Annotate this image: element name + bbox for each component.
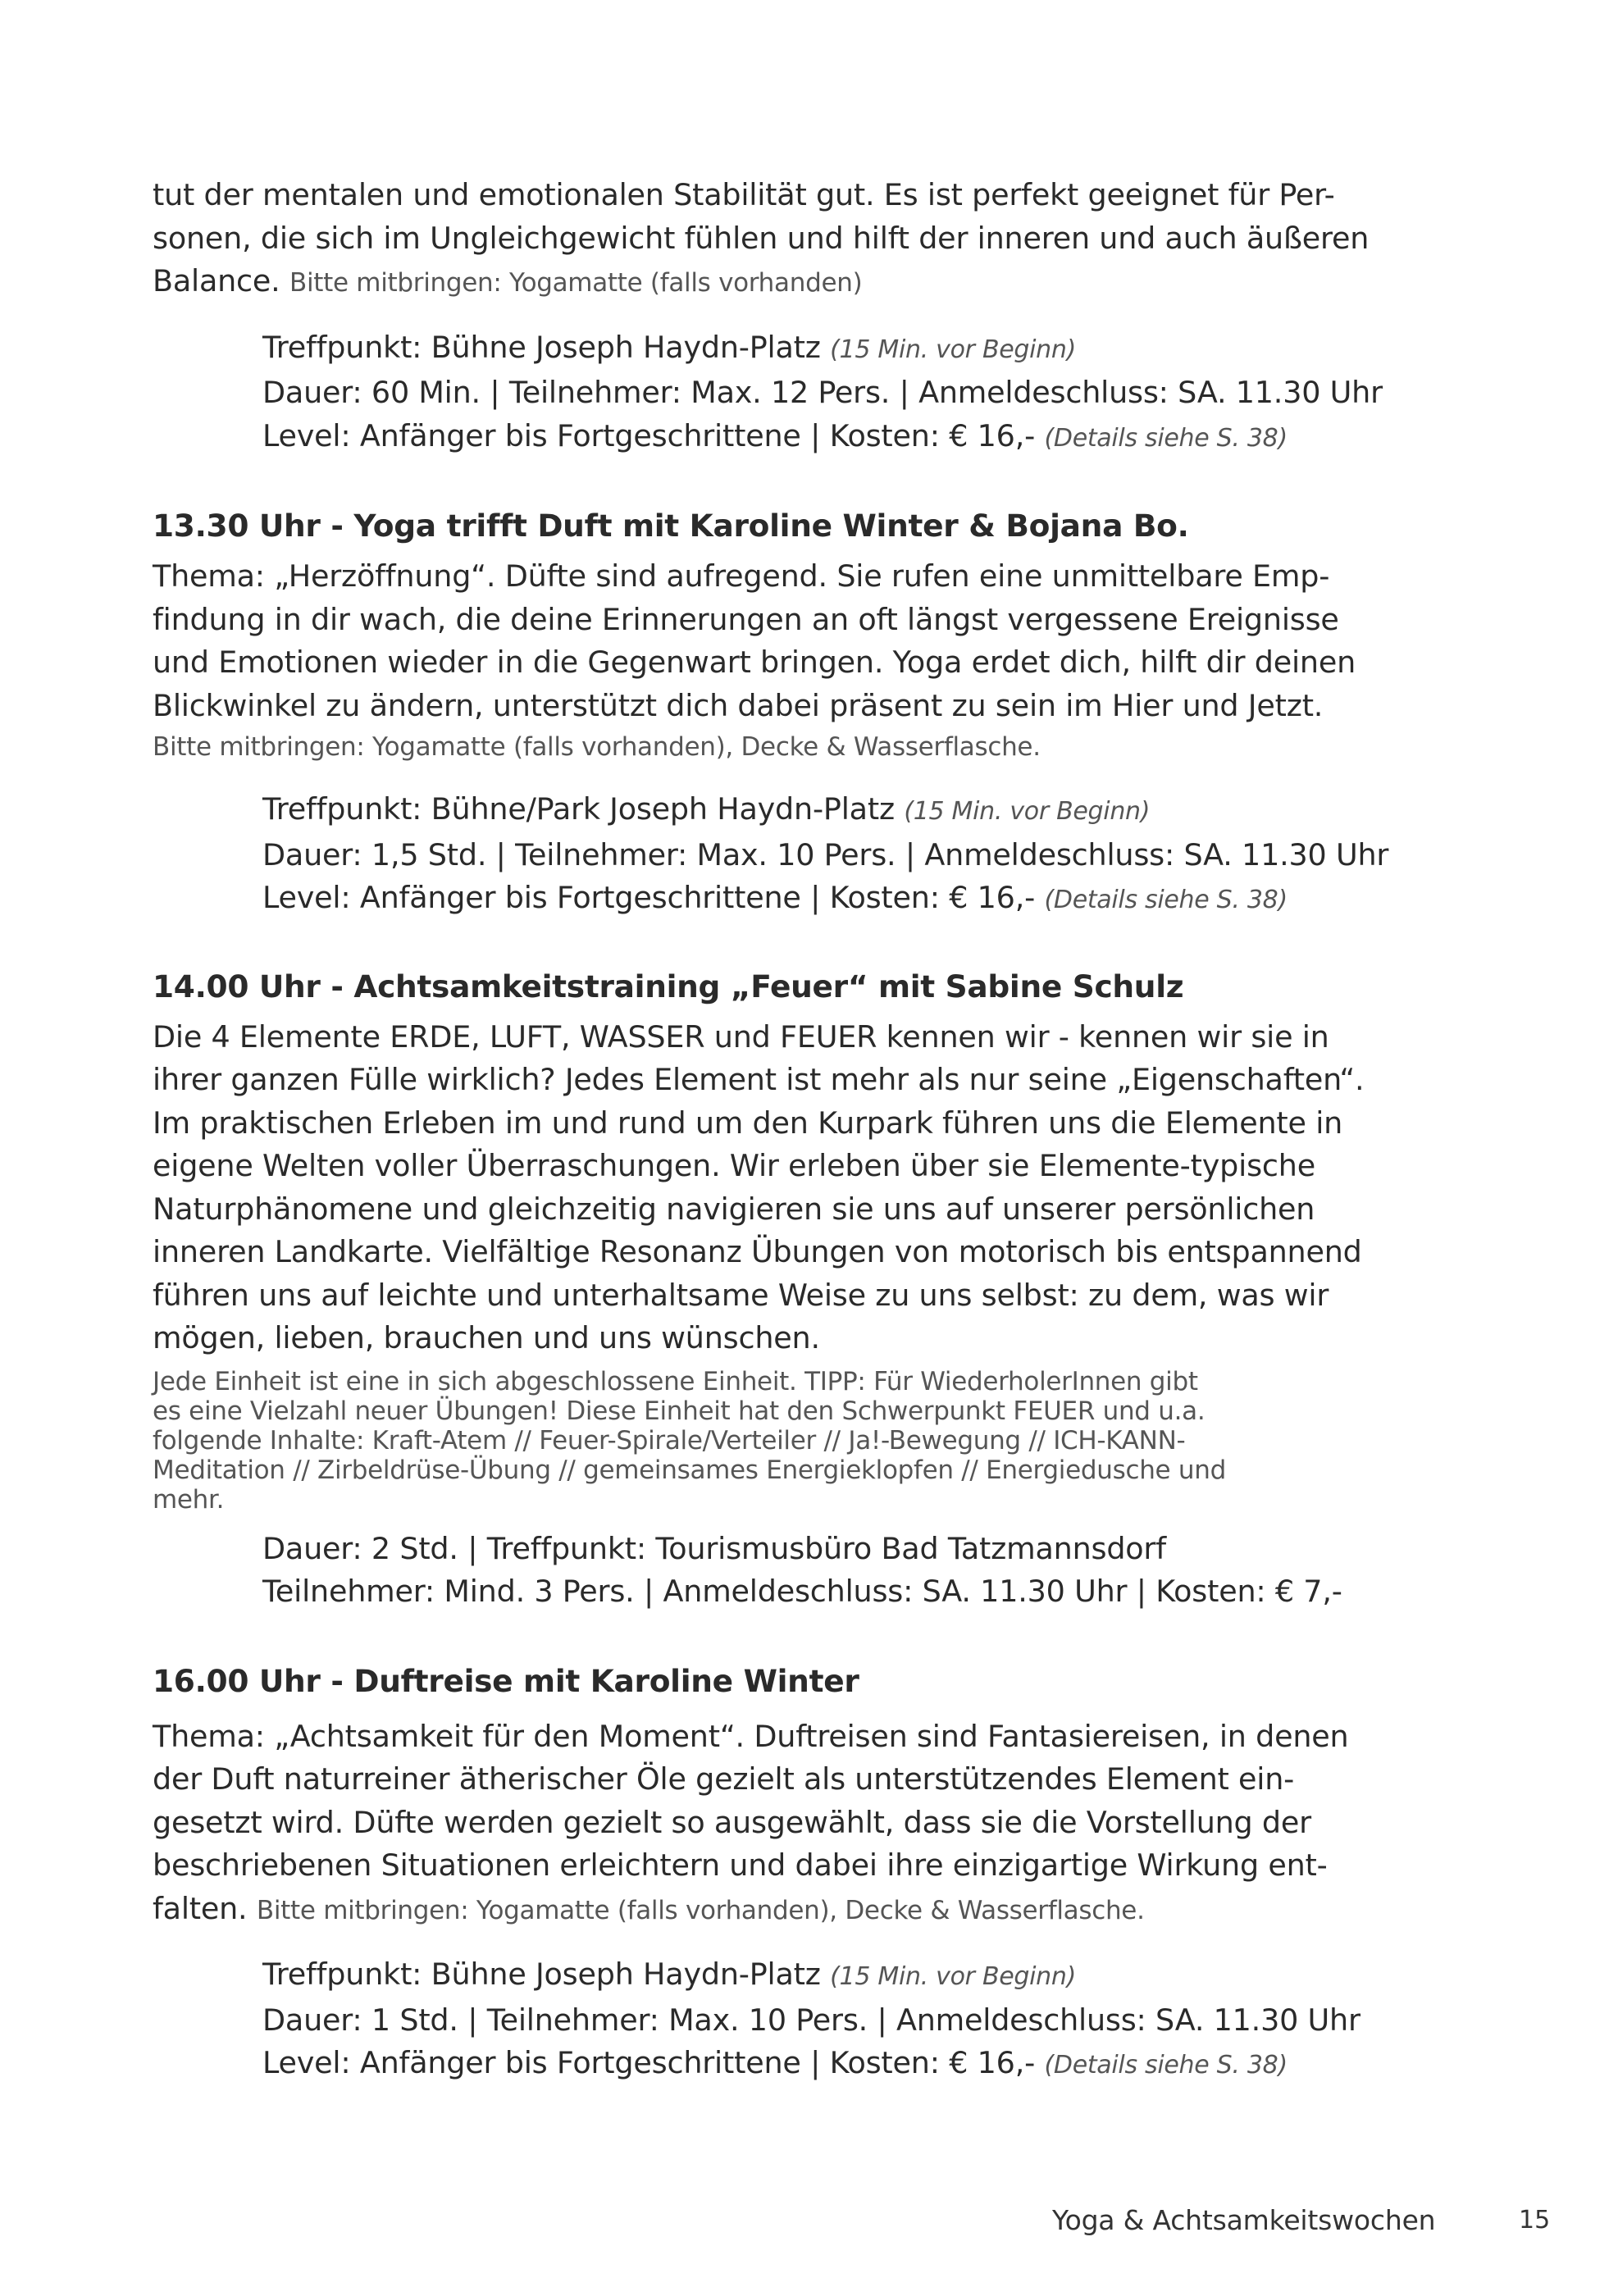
level-line-text: Level: Anfänger bis Fortgeschrittene | Kosten: € 16,- <box>262 417 1036 453</box>
event-description <box>153 555 1432 727</box>
intro-line: sonen, die sich im Ungleichgewicht fühlen und hilft der inneren und auch äußeren <box>153 220 1370 256</box>
description-line: mögen, lieben, brauchen und uns wünschen. <box>153 1320 820 1355</box>
intro-line <box>153 260 1432 305</box>
meeting-point <box>262 788 1432 834</box>
event-description <box>153 1016 1432 1360</box>
intro-line-text: Balance. <box>153 263 280 298</box>
description-line: ihrer ganzen Fülle wirklich? Jedes Element ist mehr als nur seine „Eigenschaften“. <box>153 1062 1365 1097</box>
description-line: Thema: „Herzöffnung“. Düfte sind aufregend. Sie rufen eine unmittelbare Emp- <box>153 558 1330 594</box>
meeting-point-text: Treffpunkt: Bühne/Park Joseph Haydn-Platz <box>262 791 895 827</box>
event-notes <box>153 1367 1432 1515</box>
meeting-point <box>262 326 1432 372</box>
description-line: Die 4 Elemente ERDE, LUFT, WASSER und FEUER kennen wir - kennen wir sie in <box>153 1018 1329 1055</box>
event-heading: 16.00 Uhr - Duftreise mit Karoline Winter <box>153 1662 859 1699</box>
description-line: findung in dir wach, die deine Erinnerungen an oft längst vergessene Ereignisse <box>153 601 1339 637</box>
description-line: beschriebenen Situationen erleichtern und dabei ihre einzigartige Wirkung ent- <box>153 1847 1328 1883</box>
event-heading: 13.30 Uhr - Yoga trifft Duft mit Karoline Winter & Bojana Bo. <box>153 508 1189 544</box>
description-line: Naturphänomene und gleichzeitig navigieren sie uns auf unserer persönlichen <box>153 1191 1315 1227</box>
duration-line: Dauer: 1,5 Std. | Teilnehmer: Max. 10 Pers. | Anmeldeschluss: SA. 11.30 Uhr <box>262 836 1389 872</box>
description-line: Im praktischen Erleben im und rund um den Kurpark führen uns die Elemente in <box>153 1105 1343 1141</box>
note-line: Jede Einheit ist eine in sich abgeschlossene Einheit. TIPP: Für WiederholerInnen gibt <box>153 1366 1198 1396</box>
event-heading: 14.00 Uhr - Achtsamkeitstraining „Feuer“ mit Sabine Schulz <box>153 968 1184 1004</box>
duration-line: Dauer: 2 Std. | Treffpunkt: Tourismusbüro Bad Tatzmannsdorf <box>262 1530 1166 1566</box>
description-line: und Emotionen wieder in die Gegenwart bringen. Yoga erdet dich, hilft dir deinen <box>153 645 1356 680</box>
note-line: mehr. <box>153 1484 225 1515</box>
duration-line: Dauer: 60 Min. | Teilnehmer: Max. 12 Pers. | Anmeldeschluss: SA. 11.30 Uhr <box>262 375 1383 410</box>
level-line-text: Level: Anfänger bis Fortgeschrittene | Kosten: € 16,- <box>262 880 1036 915</box>
event-info-block <box>262 1953 1432 2088</box>
event-info-block <box>262 788 1432 922</box>
intro-section <box>153 174 1432 460</box>
bring-along-note: Bitte mitbringen: Yogamatte (falls vorhanden), Decke & Wasserflasche. <box>256 1895 1145 1925</box>
event-section-1330 <box>153 504 1432 922</box>
note-line: es eine Vielzahl neuer Übungen! Diese Einheit hat den Schwerpunkt FEUER und u.a. <box>153 1396 1206 1426</box>
details-note: (Details siehe S. 38) <box>1044 423 1288 453</box>
event-info-block <box>262 1528 1432 1614</box>
meeting-point-note: (15 Min. vor Beginn) <box>830 335 1076 364</box>
level-line <box>262 415 1432 461</box>
description-line: Thema: „Achtsamkeit für den Moment“. Duftreisen sind Fantasiereisen, in denen <box>153 1718 1349 1754</box>
duration-line: Dauer: 1 Std. | Teilnehmer: Max. 10 Pers. | Anmeldeschluss: SA. 11.30 Uhr <box>262 2002 1360 2038</box>
meeting-point <box>262 1953 1432 1999</box>
description-line: gesetzt wird. Düfte werden gezielt so ausgewählt, dass sie die Vorstellung der <box>153 1804 1311 1840</box>
participants-line: Teilnehmer: Mind. 3 Pers. | Anmeldeschluss: SA. 11.30 Uhr | Kosten: € 7,- <box>262 1574 1342 1609</box>
event-section-1600 <box>153 1660 1432 2088</box>
note-line: Meditation // Zirbeldrüse-Übung // gemeinsames Energieklopfen // Energiedusche und <box>153 1455 1226 1485</box>
bring-along-note: Bitte mitbringen: Yogamatte (falls vorhanden), Decke & Wasserflasche. <box>153 732 1041 762</box>
event-description <box>153 1715 1432 1933</box>
meeting-point-note: (15 Min. vor Beginn) <box>830 1962 1076 1991</box>
page-content <box>153 174 1432 2088</box>
level-line <box>262 877 1432 922</box>
event-section-1400 <box>153 965 1432 1614</box>
details-note: (Details siehe S. 38) <box>1044 886 1288 914</box>
meeting-point-text: Treffpunkt: Bühne Joseph Haydn-Platz <box>262 329 821 365</box>
description-line: der Duft naturreiner ätherischer Öle gezielt als unterstützendes Element ein- <box>153 1761 1295 1797</box>
intro-line: tut der mentalen und emotionalen Stabilität gut. Es ist perfekt geeignet für Per- <box>153 177 1335 212</box>
details-note: (Details siehe S. 38) <box>1044 2051 1288 2080</box>
footer-title: Yoga & Achtsamkeitswochen <box>1052 2204 1436 2236</box>
description-line-text: falten. <box>153 1890 248 1926</box>
description-line: Blickwinkel zu ändern, unterstützt dich dabei präsent zu sein im Hier und Jetzt. <box>153 687 1324 723</box>
level-line-text: Level: Anfänger bis Fortgeschrittene | Kosten: € 16,- <box>262 2045 1036 2080</box>
bring-along-note: Bitte mitbringen: Yogamatte (falls vorhanden) <box>289 268 863 298</box>
description-line: führen uns auf leichte und unterhaltsame Weise zu uns selbst: zu dem, was wir <box>153 1277 1329 1313</box>
meeting-point-note: (15 Min. vor Beginn) <box>904 797 1151 826</box>
event-info-block <box>262 326 1432 461</box>
note-line: folgende Inhalte: Kraft-Atem // Feuer-Spirale/Verteiler // Ja!-Bewegung // ICH-KANN- <box>153 1425 1186 1456</box>
description-line <box>153 1888 1432 1933</box>
description-line: inneren Landkarte. Vielfältige Resonanz Übungen von motorisch bis entspannend <box>153 1234 1362 1269</box>
description-line: eigene Welten voller Überraschungen. Wir erleben über sie Elemente-typische <box>153 1148 1315 1183</box>
page-number: 15 <box>1519 2206 1551 2234</box>
level-line <box>262 2042 1432 2088</box>
meeting-point-text: Treffpunkt: Bühne Joseph Haydn-Platz <box>262 1957 821 1992</box>
